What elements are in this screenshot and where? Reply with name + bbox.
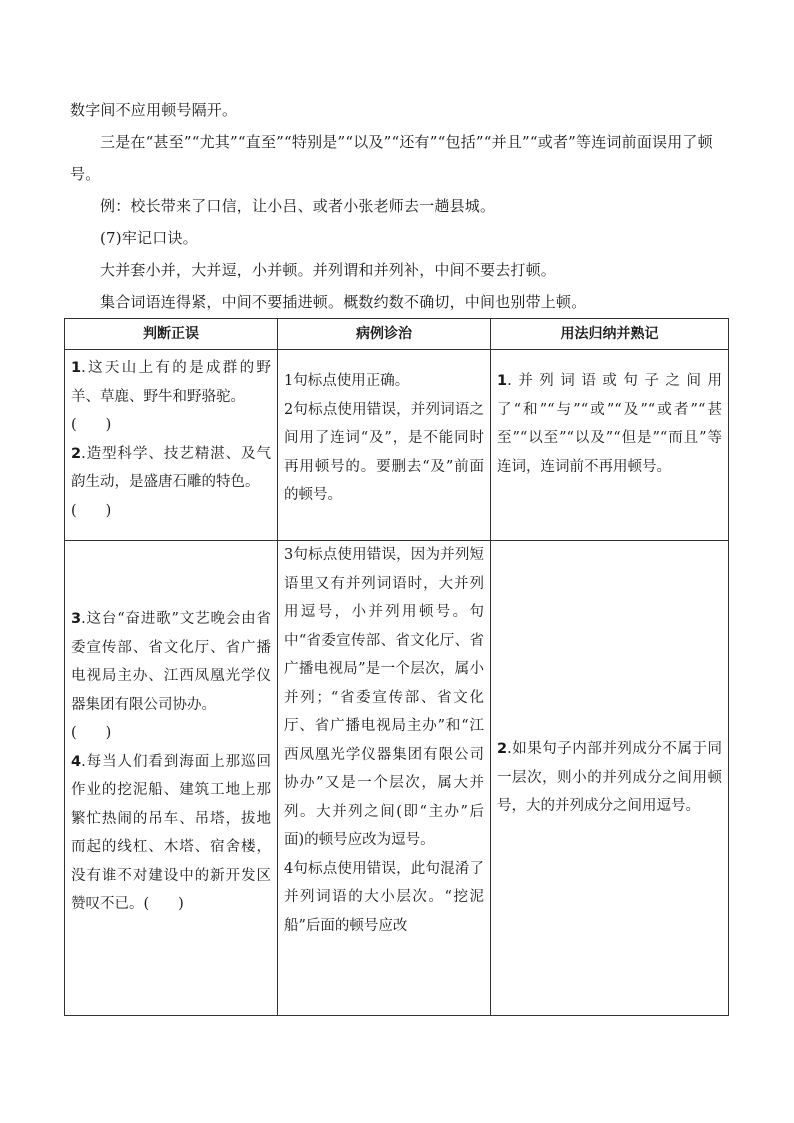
header-diagnosis: 病例诊治 — [278, 319, 491, 350]
cell-judge — [65, 350, 278, 541]
diagnosis-item: 3句标点使用错误，因为并列短语里又有并列词语时，大并列用逗号，小并列用顿号。句中“省委宣传部、省文化厅、省广播电视局”是一个层次，属小并列；“省委宣传部、省文化厅、省广播电视局主办”和“江西凤凰光学仪器集团有限公司协办”又是一个层次，属大并列。大并列之间(即“主办”后面)的顿号应改为逗号。 — [284, 547, 484, 848]
summary-text: .并列词语或句子之间用了“和”“与”“或”“及”“或者”“甚至”“以至”“以及”“但是”“而且”等连词，连词前不再用顿号。 — [497, 373, 722, 475]
judge-item: 4.每当人们看到海面上那巡回作业的挖泥船、建筑工地上那繁忙热闹的吊车、吊塔，拔地而起的线杠、木塔、宿舍楼，没有谁不对建设中的新开发区赞叹不已。( ) — [71, 753, 271, 912]
cell-summary: 2.如果句子内部并列成分不属于同一层次，则小的并列成分之间用顿号，大的并列成分之间用逗号。 — [491, 541, 729, 1016]
summary-text: .如果句子内部并列成分不属于同一层次，则小的并列成分之间用顿号，大的并列成分之间用逗号。 — [497, 741, 722, 815]
diagnosis-item: 2句标点使用错误，并列词语之间用了连词“及”，是不能同时再用顿号的。要删去“及”前面的顿号。 — [284, 401, 484, 503]
judge-item: 2.造型科学、技艺精湛、及气韵生动，是盛唐石雕的特色。 — [71, 445, 271, 490]
header-judge: 判断正误 — [65, 319, 278, 350]
answer-blank: ( ) — [71, 502, 112, 519]
cell-judge — [65, 541, 278, 1016]
answer-blank: ( ) — [71, 725, 112, 741]
paragraph-mnemonic-2: 集合词语连得紧，中间不要插进顿。概数约数不确切，中间也别带上顿。 — [100, 293, 587, 311]
answer-blank: ( ) — [71, 417, 112, 433]
paragraph-conjunction-rule: 三是在“甚至”“尤其”“直至”“特别是”“以及”“还有”“包括”“并且”“或者”等连词前面误用了顿号。 — [70, 133, 713, 183]
paragraph-example: 例：校长带来了口信，让小吕、或者小张老师去一趟县城。 — [100, 197, 496, 215]
judge-item: 1.这天山上有的是成群的野羊、草鹿、野牛和野骆驼。 — [71, 360, 271, 405]
judge-item: 3.这台“奋进歌”文艺晚会由省委宣传部、省文化厅、省广播电视局主办、江西凤凰光学仪器集团有限公司协办。 — [71, 611, 271, 713]
paragraph-mnemonic-1: 大并套小并，大并逗，小并顿。并列谓和并列补，中间不要去打顿。 — [100, 261, 557, 279]
cell-summary: 1.并列词语或句子之间用了“和”“与”“或”“及”“或者”“甚至”“以至”“以及”“但是”“而且”等连词，连词前不再用顿号。 — [491, 350, 729, 541]
table-row — [65, 350, 729, 541]
table-row — [65, 541, 729, 1016]
table-header-row — [65, 319, 729, 350]
punctuation-table — [64, 318, 729, 1016]
diagnosis-item: 4句标点使用错误，此句混淆了并列词语的大小层次。“挖泥船”后面的顿号应改 — [284, 860, 484, 934]
paragraph-heading-mnemonic: (7)牢记口诀。 — [100, 229, 198, 247]
cell-diagnosis — [278, 541, 491, 1016]
header-summary: 用法归纳并熟记 — [491, 319, 729, 350]
paragraph-continuation: 数字间不应用顿号隔开。 — [70, 101, 238, 119]
cell-diagnosis — [278, 350, 491, 541]
diagnosis-item: 1句标点使用正确。 — [284, 373, 410, 389]
